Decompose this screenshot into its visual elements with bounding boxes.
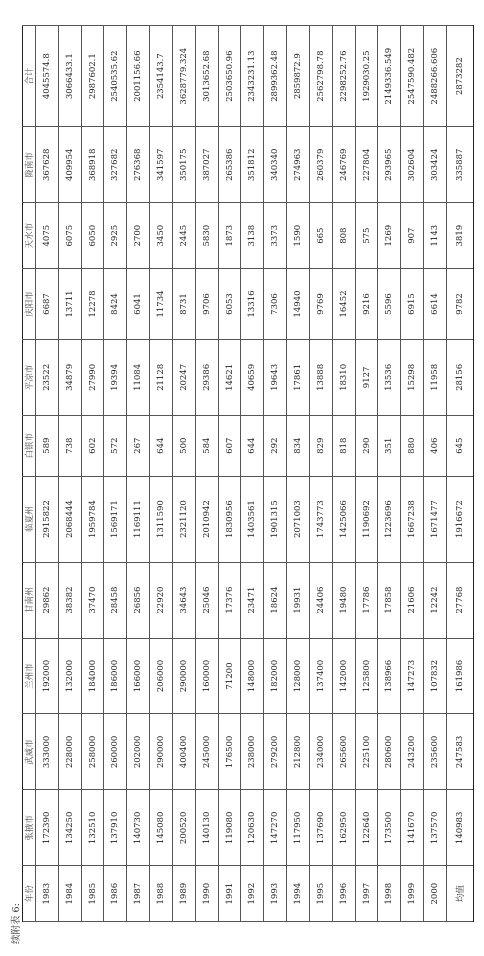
table-cell: 117950 [287,790,310,866]
table-cell: 125800 [355,638,378,714]
table-cell: 128000 [287,638,310,714]
table-cell: 11958 [424,339,447,415]
table-cell: 2321120 [172,476,195,562]
row-label-cell: 1997 [355,866,378,922]
table-cell: 228000 [58,714,81,790]
table-cell: 9769 [309,269,332,340]
table-row [172,26,195,922]
table-cell: 1743773 [309,476,332,562]
table-cell: 2915822 [36,476,59,562]
table-cell: 6050 [81,203,104,269]
table-cell: 1901315 [264,476,287,562]
column-header: 天水市 [23,203,36,269]
table-cell: 6041 [127,269,150,340]
table-cell: 18624 [264,562,287,638]
table-cell: 140983 [446,790,473,866]
table-row [355,26,378,922]
table-cell: 2700 [127,203,150,269]
table-row [81,26,104,922]
table-cell: 2298252.76 [332,26,355,127]
table-cell: 1590 [287,203,310,269]
table-cell: 6075 [58,203,81,269]
row-label-cell: 1986 [104,866,127,922]
table-cell: 23522 [36,339,59,415]
table-cell: 302604 [401,127,424,203]
table-cell: 145080 [150,790,173,866]
table-cell: 6614 [424,269,447,340]
table-cell: 21606 [401,562,424,638]
table-cell: 265600 [332,714,355,790]
table-cell: 2149336.549 [378,26,401,127]
table-cell: 834 [287,415,310,476]
column-header: 平凉市 [23,339,36,415]
table-cell: 350175 [172,127,195,203]
table-cell: 808 [332,203,355,269]
row-label-cell: 均值 [446,866,473,922]
table-cell: 29862 [36,562,59,638]
table-cell: 37470 [81,562,104,638]
table-cell: 140730 [127,790,150,866]
table-cell: 1667238 [401,476,424,562]
table-cell: 368918 [81,127,104,203]
table-cell: 409954 [58,127,81,203]
table-cell: 107832 [424,638,447,714]
table-cell: 21128 [150,339,173,415]
column-header: 合计 [23,26,36,127]
column-header: 甘南州 [23,562,36,638]
table-cell: 9782 [446,269,473,340]
table-cell: 12278 [81,269,104,340]
table-row [424,26,447,922]
table-cell: 234000 [309,714,332,790]
table-cell: 14940 [287,269,310,340]
table-cell: 34643 [172,562,195,638]
table-cell: 173500 [378,790,401,866]
table-cell: 2987602.1 [81,26,104,127]
table-cell: 24406 [309,562,332,638]
table-cell: 138966 [378,638,401,714]
table-cell: 290 [355,415,378,476]
table-cell: 206000 [150,638,173,714]
table-cell: 17376 [218,562,241,638]
table-cell: 1671477 [424,476,447,562]
table-cell: 2873282 [446,26,473,127]
table-cell: 3628779.324 [172,26,195,127]
row-label-cell: 1990 [195,866,218,922]
table-cell: 3373 [264,203,287,269]
table-cell: 71200 [218,638,241,714]
table-cell: 148000 [241,638,264,714]
row-label-cell: 1998 [378,866,401,922]
row-label-cell: 1994 [287,866,310,922]
table-cell: 27990 [81,339,104,415]
table-cell: 245000 [195,714,218,790]
table-cell: 645 [446,415,473,476]
table-cell: 4075 [36,203,59,269]
table-cell: 13711 [58,269,81,340]
table-cell: 2068444 [58,476,81,562]
table-cell: 1873 [218,203,241,269]
table-cell: 27768 [446,562,473,638]
table-cell: 212800 [287,714,310,790]
table-cell: 202000 [127,714,150,790]
row-label-cell: 1983 [36,866,59,922]
table-cell: 279200 [264,714,287,790]
column-header: 武威市 [23,714,36,790]
table-cell: 182000 [264,638,287,714]
table-cell: 6687 [36,269,59,340]
table-cell: 290000 [172,638,195,714]
table-cell: 2925 [104,203,127,269]
row-label-cell: 1993 [264,866,287,922]
table-row [195,26,218,922]
table-cell: 589 [36,415,59,476]
table-cell: 16452 [332,269,355,340]
table-cell: 29386 [195,339,218,415]
table-cell: 644 [150,415,173,476]
table-cell: 23471 [241,562,264,638]
table-cell: 351 [378,415,401,476]
table-cell: 290000 [150,714,173,790]
table-cell: 147273 [401,638,424,714]
row-label-cell: 1988 [150,866,173,922]
table-cell: 1223696 [378,476,401,562]
table-cell: 907 [401,203,424,269]
table-cell: 2540535.62 [104,26,127,127]
table-cell: 142000 [332,638,355,714]
table-cell: 1830956 [218,476,241,562]
table-cell: 28458 [104,562,127,638]
table-cell: 19480 [332,562,355,638]
table-cell: 4045574.8 [36,26,59,127]
table-cell: 340340 [264,127,287,203]
table-cell: 147270 [264,790,287,866]
table-cell: 644 [241,415,264,476]
table-cell: 20247 [172,339,195,415]
table-cell: 25046 [195,562,218,638]
table-cell: 341597 [150,127,173,203]
row-label-cell: 1984 [58,866,81,922]
row-label-cell: 1999 [401,866,424,922]
table-cell: 665 [309,203,332,269]
table-cell: 293965 [378,127,401,203]
table-cell: 14621 [218,339,241,415]
table-cell: 2354143.7 [150,26,173,127]
table-cell: 11734 [150,269,173,340]
table-cell: 387027 [195,127,218,203]
table-cell: 335887 [446,127,473,203]
table-cell: 265386 [218,127,241,203]
table-cell: 11084 [127,339,150,415]
table-cell: 3138 [241,203,264,269]
table-cell: 2001156.66 [127,26,150,127]
table-cell: 584 [195,415,218,476]
table-row [287,26,310,922]
table-cell: 17858 [378,562,401,638]
table-cell: 7306 [264,269,287,340]
table-cell: 246769 [332,127,355,203]
table-cell: 267 [127,415,150,476]
table-cell: 5830 [195,203,218,269]
table-cell: 274963 [287,127,310,203]
table-cell: 19643 [264,339,287,415]
table-cell: 13536 [378,339,401,415]
table-cell: 9706 [195,269,218,340]
table-cell: 400400 [172,714,195,790]
table-cell: 3819 [446,203,473,269]
row-label-cell: 2000 [424,866,447,922]
table-cell: 1311590 [150,476,173,562]
table-row [264,26,287,922]
table-cell: 2899362.48 [264,26,287,127]
table-cell: 9216 [355,269,378,340]
table-cell: 166000 [127,638,150,714]
row-label-cell: 1992 [241,866,264,922]
data-table [22,25,474,922]
table-cell: 19931 [287,562,310,638]
table-cell: 15298 [401,339,424,415]
column-header: 年份 [23,866,36,922]
table-cell: 13888 [309,339,332,415]
table-cell: 738 [58,415,81,476]
row-label-cell: 1989 [172,866,195,922]
table-cell: 186000 [104,638,127,714]
table-cell: 1269 [378,203,401,269]
table-row [104,26,127,922]
table-cell: 1929030.25 [355,26,378,127]
table-cell: 161986 [446,638,473,714]
row-label-cell: 1995 [309,866,332,922]
table-cell: 2488266.606 [424,26,447,127]
table-cell: 26856 [127,562,150,638]
table-cell: 6053 [218,269,241,340]
table-cell: 500 [172,415,195,476]
table-cell: 18310 [332,339,355,415]
table-cell: 28156 [446,339,473,415]
table-cell: 607 [218,415,241,476]
table-caption: 续附表 6: [11,903,22,944]
table-cell: 17861 [287,339,310,415]
table-row [401,26,424,922]
table-cell: 575 [355,203,378,269]
table-cell: 192000 [36,638,59,714]
table-cell: 260379 [309,127,332,203]
table-cell: 19394 [104,339,127,415]
table-cell: 258000 [81,714,104,790]
table-cell: 2562798.78 [309,26,332,127]
table-cell: 3066433.1 [58,26,81,127]
table-row [378,26,401,922]
table-cell: 260000 [104,714,127,790]
table-row [150,26,173,922]
table-cell: 572 [104,415,127,476]
table-cell: 162950 [332,790,355,866]
table-cell: 333000 [36,714,59,790]
table-row [36,26,59,922]
table-row [332,26,355,922]
table-cell: 2010942 [195,476,218,562]
table-cell: 1169111 [127,476,150,562]
table-cell: 134250 [58,790,81,866]
column-header: 张掖市 [23,790,36,866]
table-cell: 327682 [104,127,127,203]
row-label-cell: 1991 [218,866,241,922]
table-row [309,26,332,922]
table-cell: 2071003 [287,476,310,562]
table-cell: 1569171 [104,476,127,562]
table-cell: 132000 [58,638,81,714]
header-row [23,26,36,922]
table-cell: 1190692 [355,476,378,562]
table-cell: 132510 [81,790,104,866]
table-cell: 160000 [195,638,218,714]
table-cell: 243200 [401,714,424,790]
table-cell: 829 [309,415,332,476]
table-row [127,26,150,922]
table-cell: 34879 [58,339,81,415]
table-cell: 5596 [378,269,401,340]
table-cell: 140130 [195,790,218,866]
column-header: 白银市 [23,415,36,476]
table-row [58,26,81,922]
table-cell: 3450 [150,203,173,269]
table-cell: 40659 [241,339,264,415]
table-cell: 602 [81,415,104,476]
table-cell: 276368 [127,127,150,203]
table-cell: 367628 [36,127,59,203]
table-cell: 200520 [172,790,195,866]
table-cell: 137400 [309,638,332,714]
table-cell: 227804 [355,127,378,203]
table-row [218,26,241,922]
table-cell: 2343231.13 [241,26,264,127]
column-header: 临夏州 [23,476,36,562]
table-cell: 12242 [424,562,447,638]
table-cell: 880 [401,415,424,476]
table-cell: 172390 [36,790,59,866]
table-cell: 2547590.482 [401,26,424,127]
table-cell: 1916672 [446,476,473,562]
table-cell: 137570 [424,790,447,866]
table-cell: 3013652.68 [195,26,218,127]
table-cell: 2503650.96 [218,26,241,127]
column-header: 庆阳市 [23,269,36,340]
table-cell: 1403561 [241,476,264,562]
table-cell: 247583 [446,714,473,790]
table-cell: 292 [264,415,287,476]
table-cell: 119080 [218,790,241,866]
row-label-cell: 1985 [81,866,104,922]
row-label-cell: 1987 [127,866,150,922]
table-cell: 1959784 [81,476,104,562]
table-cell: 122640 [355,790,378,866]
table-cell: 137690 [309,790,332,866]
table-cell: 238000 [241,714,264,790]
table-cell: 22920 [150,562,173,638]
table-cell: 303424 [424,127,447,203]
table-cell: 8424 [104,269,127,340]
column-header: 陇南市 [23,127,36,203]
table-cell: 137910 [104,790,127,866]
table-cell: 225100 [355,714,378,790]
table-cell: 176500 [218,714,241,790]
table-row [241,26,264,922]
table-cell: 818 [332,415,355,476]
column-header: 兰州市 [23,638,36,714]
table-cell: 280600 [378,714,401,790]
table-cell: 406 [424,415,447,476]
table-cell: 8731 [172,269,195,340]
table-cell: 1143 [424,203,447,269]
table-cell: 2445 [172,203,195,269]
table-cell: 1425066 [332,476,355,562]
table-cell: 141670 [401,790,424,866]
table-cell: 184000 [81,638,104,714]
table-cell: 38382 [58,562,81,638]
table-cell: 13316 [241,269,264,340]
table-row [446,26,473,922]
table-cell: 17786 [355,562,378,638]
table-cell: 6915 [401,269,424,340]
table-cell: 2859872.9 [287,26,310,127]
table-cell: 120630 [241,790,264,866]
table-cell: 9127 [355,339,378,415]
table-cell: 351812 [241,127,264,203]
table-cell: 235600 [424,714,447,790]
row-label-cell: 1996 [332,866,355,922]
